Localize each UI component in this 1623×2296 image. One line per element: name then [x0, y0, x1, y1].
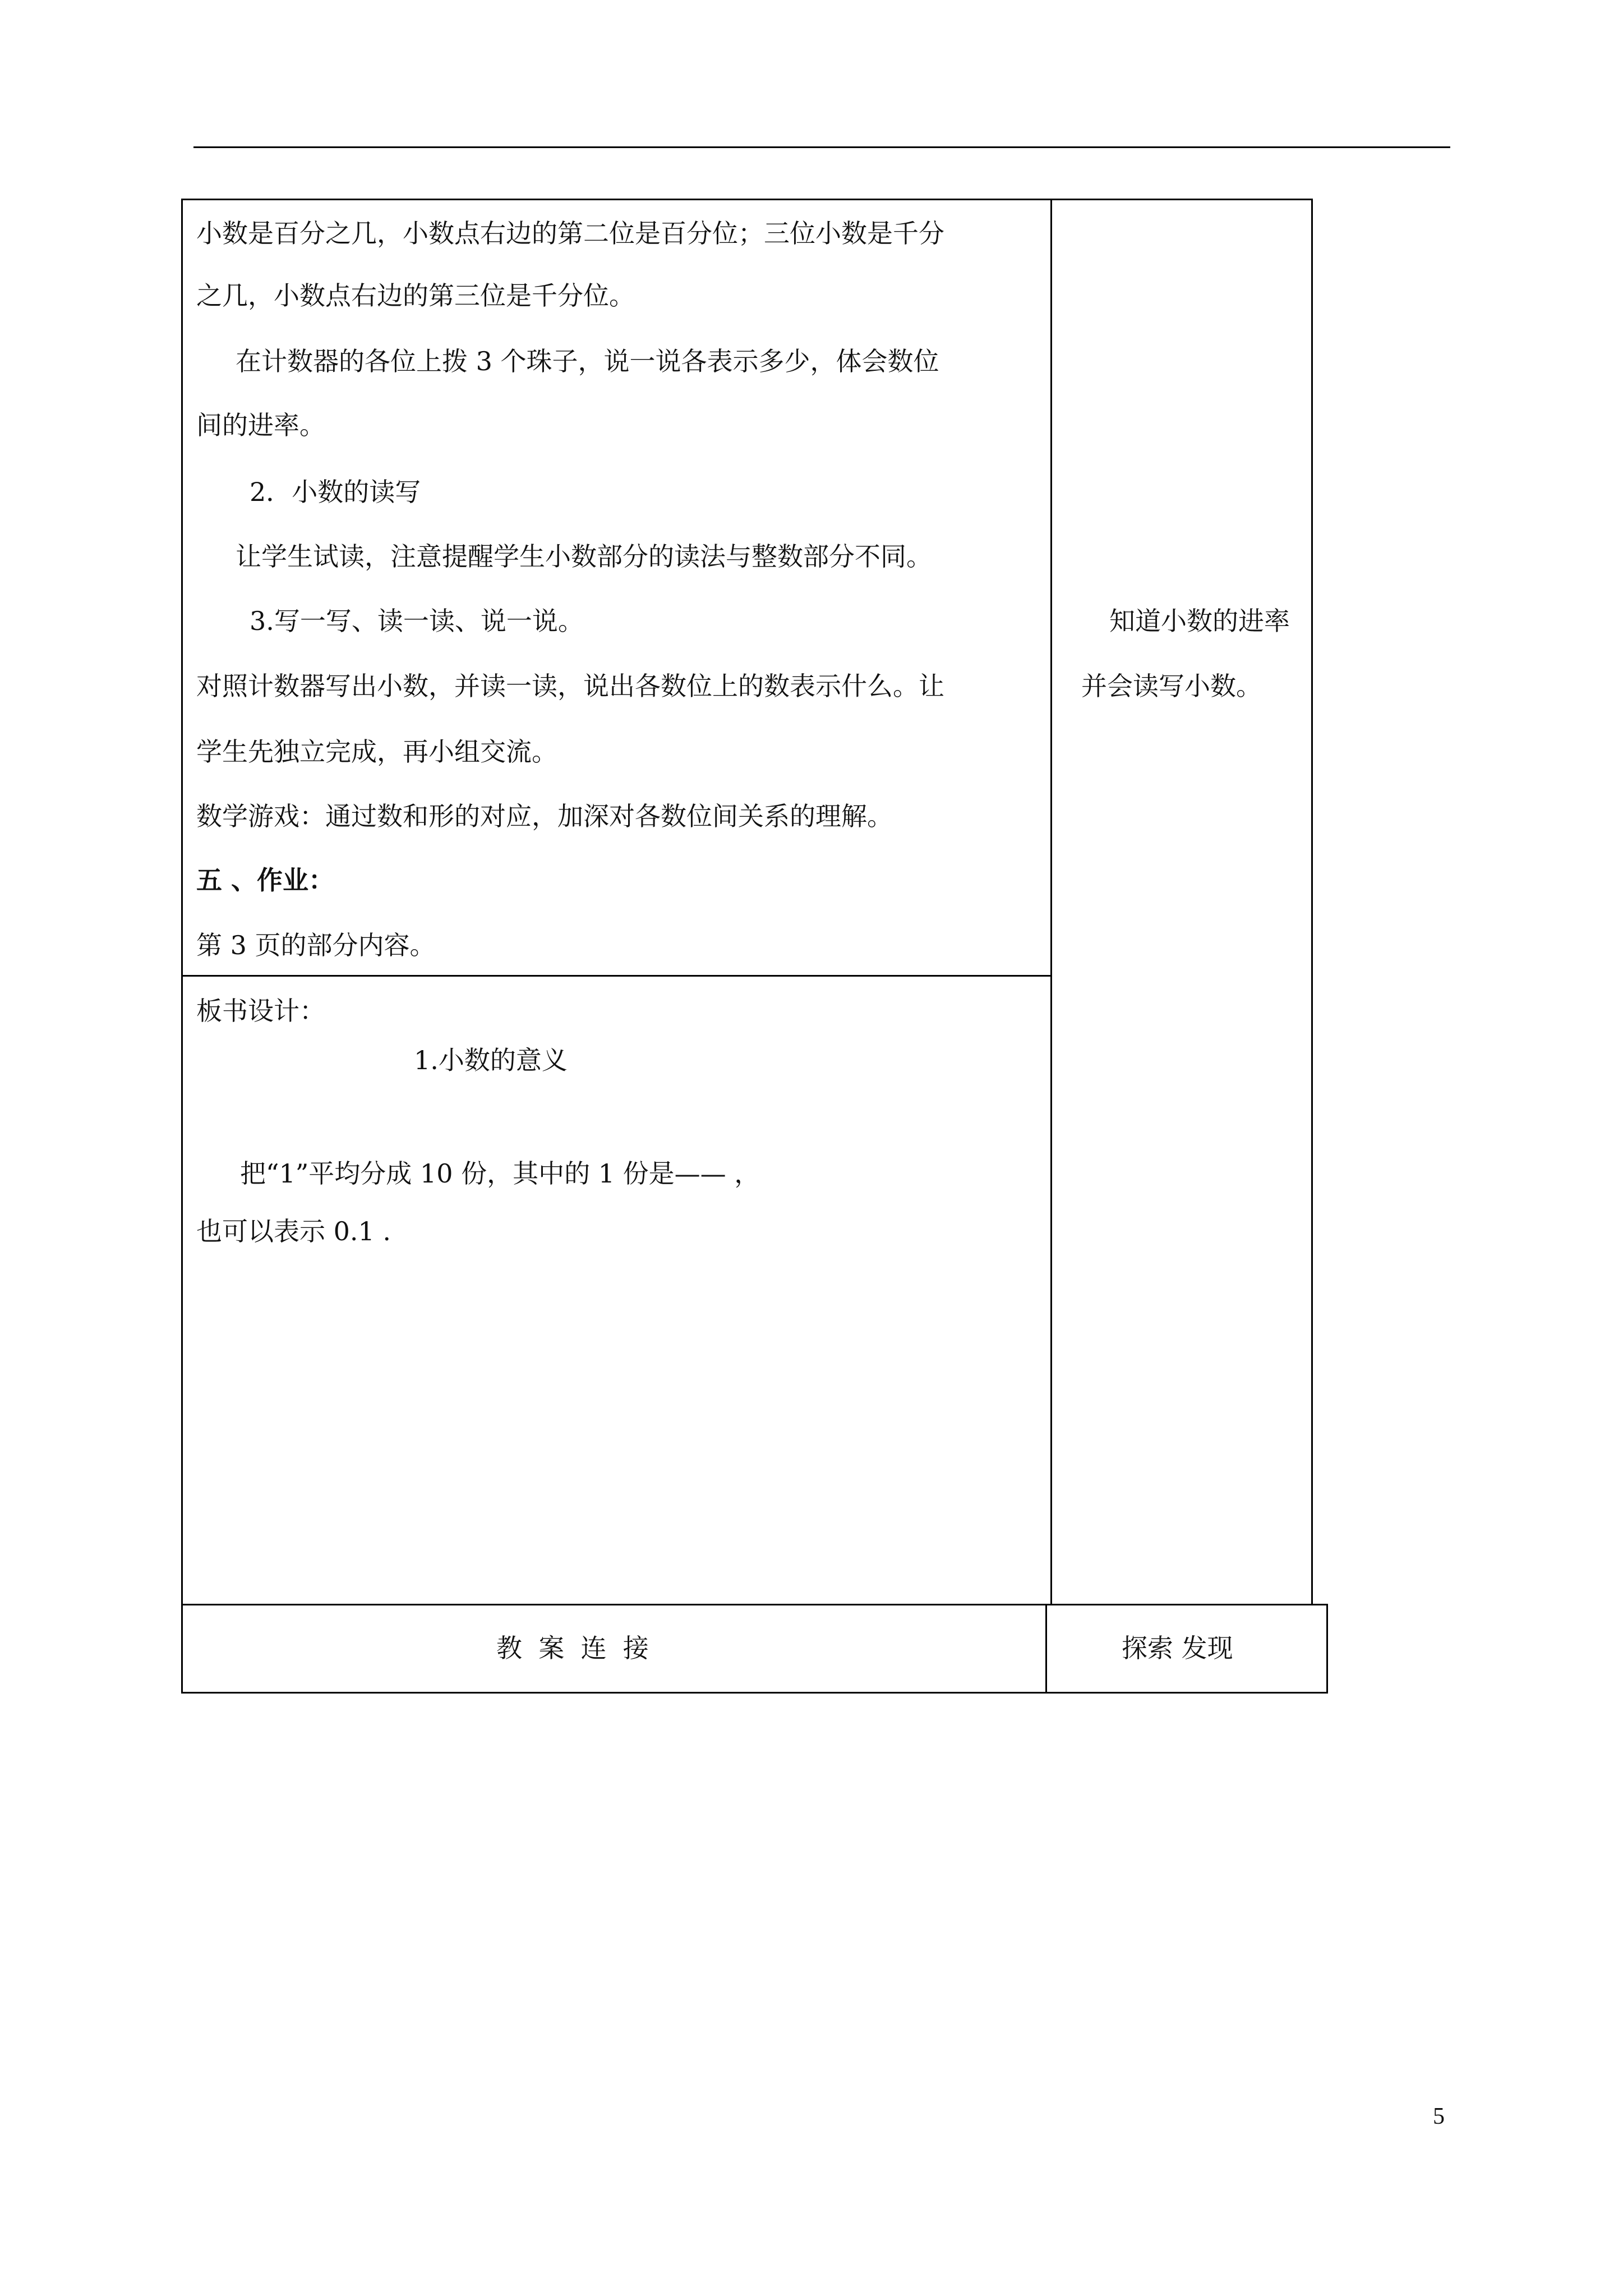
- table-left-border: [181, 199, 183, 1694]
- table-right-border: [1311, 199, 1313, 1605]
- side-note-line-1: 知道小数的进率: [1109, 606, 1290, 636]
- footer-divider: [1045, 1604, 1047, 1694]
- table-top-border: [181, 199, 1313, 200]
- board-design-line-2: 也可以表示 0.1 .: [196, 1216, 391, 1246]
- board-design-line-1: 把“1”平均分成 10 份，其中的 1 份是—— ，: [240, 1158, 760, 1189]
- side-note-line-2: 并会读写小数。: [1081, 671, 1262, 701]
- footer-bottom-border: [181, 1692, 1328, 1694]
- body-line-6: 让学生试读，注意提醒学生小数部分的读法与整数部分不同。: [236, 541, 932, 572]
- body-line-4: 间的进率。: [196, 410, 325, 440]
- homework-heading: 五 、作业：: [196, 865, 335, 895]
- table-column-divider: [1050, 199, 1052, 1605]
- board-design-label: 板书设计：: [196, 996, 325, 1026]
- explore-discover-label: 探索 发现: [1122, 1633, 1233, 1663]
- body-line-3: 在计数器的各位上拨 3 个珠子，说一说各表示多少，体会数位: [236, 346, 939, 376]
- body-line-1: 小数是百分之几，小数点右边的第二位是百分位；三位小数是千分: [196, 218, 944, 249]
- page-number: 5: [1433, 2104, 1445, 2129]
- body-line-2: 之几，小数点右边的第三位是千分位。: [196, 280, 635, 311]
- header-rule: [193, 146, 1450, 148]
- footer-right-border: [1326, 1604, 1328, 1694]
- section-heading-reading-writing: 2．小数的读写: [250, 477, 421, 507]
- table-row-divider: [181, 975, 1052, 977]
- board-design-title: 1.小数的意义: [414, 1045, 568, 1075]
- body-line-9: 学生先独立完成，再小组交流。: [196, 737, 557, 767]
- body-line-8: 对照计数器写出小数，并读一读，说出各数位上的数表示什么。让: [196, 671, 944, 701]
- footer-top-border: [181, 1604, 1328, 1605]
- section-heading-write-read-say: 3.写一写、读一读、说一说。: [250, 606, 584, 636]
- lesson-link-label: 教 案 连 接: [496, 1633, 649, 1663]
- body-line-10: 数学游戏：通过数和形的对应，加深对各数位间关系的理解。: [196, 801, 893, 831]
- homework-content: 第 3 页的部分内容。: [196, 930, 436, 960]
